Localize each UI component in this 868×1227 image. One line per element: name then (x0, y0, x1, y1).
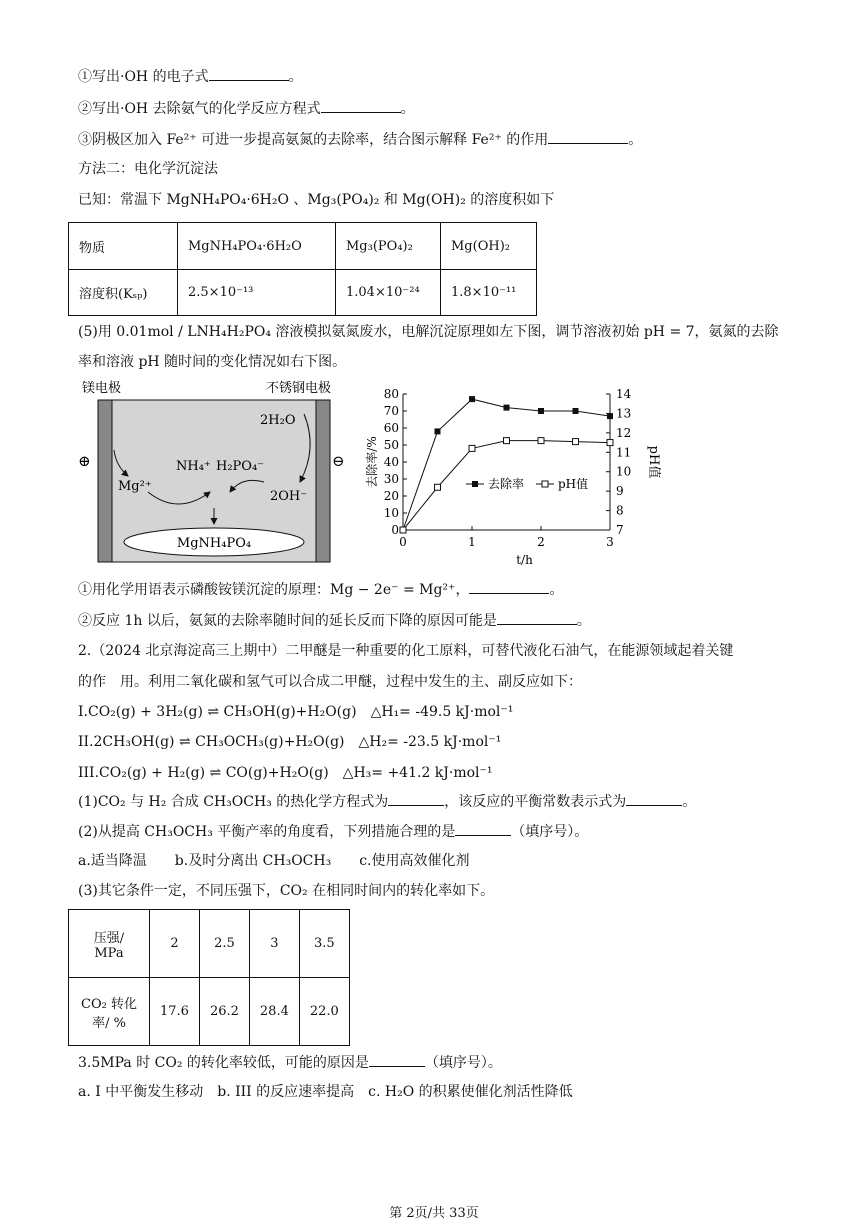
left-electrode-label: 镁电极 (82, 381, 122, 396)
ph-point (538, 438, 544, 444)
mg-ion-label: Mg²⁺ (118, 479, 152, 494)
y-tick-label: 60 (383, 421, 399, 435)
table-cell: Mg₃(PO₄)₂ (336, 223, 441, 270)
question-line: ①写出·OH 的电子式 。 (78, 66, 303, 87)
table-cell: 2 (150, 910, 200, 978)
table-cell: 17.6 (150, 978, 200, 1046)
nh4-label: NH₄⁺ (176, 459, 211, 474)
reaction-line: II.2CH₃OH(g) ⇌ CH₃OCH₃(g)+H₂O(g) △H₂= -23.5 kJ·mol⁻¹ (78, 734, 502, 750)
y-tick-label: 80 (383, 387, 399, 401)
y2-tick-label: 10 (616, 464, 632, 479)
table-cell: 溶度积(Kₛₚ) (69, 270, 178, 316)
y2-axis-title: pH值 (646, 445, 661, 479)
h2po4-label: H₂PO₄⁻ (216, 459, 265, 474)
page-footer: 第 2页/共 33页 (389, 1206, 479, 1221)
question-line: ②反应 1h 以后，氨氮的去除率随时间的延长反而下降的原因可能是 。 (78, 610, 591, 631)
ph-point (607, 440, 613, 446)
cathode-sign: ⊖ (332, 452, 345, 470)
y2-tick-label: 12 (616, 425, 632, 440)
table-cell: 物质 (69, 223, 178, 270)
reaction-line: III.CO₂(g) + H₂(g) ⇌ CO(g)+H₂O(g) △H₃= +41.2 kJ·mol⁻¹ (78, 765, 493, 781)
question-line: 率和溶液 pH 随时间的变化情况如右下图。 (78, 354, 347, 370)
question-line: 的作 用。利用二氧化碳和氢气可以合成二甲醚，过程中发生的主、副反应如下： (78, 674, 582, 690)
mg-electrode (98, 400, 112, 562)
y-tick-label: 50 (383, 438, 399, 452)
table-cell: 2.5×10⁻¹³ (178, 270, 336, 316)
table-cell: Mg(OH)₂ (441, 223, 537, 270)
y2-tick-label: 9 (616, 484, 624, 499)
table-cell: 压强/ (93, 930, 125, 946)
ph-point (400, 527, 406, 533)
x-tick-label: 3 (606, 535, 614, 549)
y-tick-label: 20 (383, 489, 399, 503)
ph-point (435, 484, 441, 490)
ph-point (469, 445, 475, 451)
y-tick-label: 0 (391, 523, 399, 537)
table-cell: MPa (94, 945, 124, 961)
y-axis-title: 去除率/% (365, 436, 379, 488)
ph-point (573, 439, 579, 445)
x-tick-label: 1 (468, 535, 476, 549)
table-cell: MgNH₄PO₄·6H₂O (178, 223, 336, 270)
right-electrode-label: 不锈钢电极 (266, 381, 332, 396)
removal-point (469, 396, 475, 402)
table-cell: 2.5 (199, 910, 249, 978)
table-cell: CO₂ 转化 (81, 996, 137, 1012)
reaction-line: I.CO₂(g) + 3H₂(g) ⇌ CH₃OH(g)+H₂O(g) △H₁= -49.5 kJ·mol⁻¹ (78, 704, 514, 720)
removal-point (573, 408, 579, 414)
y2-tick-label: 7 (616, 523, 624, 537)
ph-point (504, 438, 510, 444)
y-tick-label: 30 (383, 472, 399, 486)
product-label: MgNH₄PO₄ (176, 536, 252, 551)
h2o-label: 2H₂O (260, 413, 296, 428)
legend-removal-marker (472, 481, 478, 487)
table-cell: 率/ % (92, 1015, 126, 1031)
y2-tick-label: 14 (616, 387, 632, 401)
table-cell: 3 (249, 910, 299, 978)
legend-ph-label: pH值 (558, 477, 589, 491)
question-line: (3)其它条件一定，不同压强下，CO₂ 在相同时间内的转化率如下。 (78, 883, 495, 899)
anode-sign: ⊕ (78, 452, 91, 470)
question-line: 3.5MPa 时 CO₂ 的转化率较低，可能的原因是 （填序号）。 (78, 1052, 502, 1073)
x-tick-label: 2 (537, 535, 545, 549)
x-tick-label: 0 (399, 535, 407, 549)
ksp-table (68, 222, 537, 316)
steel-electrode (316, 400, 330, 562)
known-line: 已知：常温下 MgNH₄PO₄·6H₂O 、Mg₃(PO₄)₂ 和 Mg(OH)₂ 的溶度积如下 (78, 192, 555, 208)
table-cell: 28.4 (249, 978, 299, 1046)
table-cell: 22.0 (299, 978, 349, 1046)
question-line: (5)用 0.01mol / LNH₄H₂PO₄ 溶液模拟氨氮废水，电解沉淀原理如左下图，调节溶液初始 pH = 7，氨氮的去除 (78, 324, 779, 340)
table-cell: 26.2 (199, 978, 249, 1046)
removal-point (538, 408, 544, 414)
removal-point (504, 405, 510, 411)
conversion-table (68, 909, 350, 1046)
legend-removal-label: 去除率 (488, 477, 525, 491)
question-line: ②写出·OH 去除氨气的化学反应方程式 。 (78, 98, 415, 119)
question-line: ③阴极区加入 Fe²⁺ 可进一步提高氨氮的去除率，结合图示解释 Fe²⁺ 的作用 。 (78, 129, 642, 150)
question-line: 2.（2024 北京海淀高三上期中）二甲醚是一种重要的化工原料，可替代液化石油气，在能源领域起着关键 (78, 643, 734, 659)
y-tick-label: 10 (383, 506, 399, 520)
table-cell: 1.04×10⁻²⁴ (336, 270, 441, 316)
table-cell: 3.5 (299, 910, 349, 978)
y-tick-label: 70 (383, 404, 399, 418)
oh-label: 2OH⁻ (270, 489, 308, 504)
question-line: (2)从提高 CH₃OCH₃ 平衡产率的角度看，下列措施合理的是 （填序号）。 (78, 821, 588, 842)
y2-tick-label: 13 (616, 406, 632, 421)
question-line: (1)CO₂ 与 H₂ 合成 CH₃OCH₃ 的热化学方程式为 ，该反应的平衡常数表示式为 。 (78, 791, 696, 812)
options-line: a. I 中平衡发生移动 b. III 的反应速率提高 c. H₂O 的积累使催化剂活性降低 (78, 1084, 573, 1100)
y-tick-label: 40 (383, 455, 399, 469)
question-line: ①用化学用语表示磷酸铵镁沉淀的原理：Mg − 2e⁻ = Mg²⁺， 。 (78, 579, 563, 600)
removal-point (607, 413, 613, 419)
y2-tick-label: 8 (616, 503, 624, 518)
x-axis-title: t/h (516, 553, 533, 567)
method-heading: 方法二：电化学沉淀法 (78, 161, 218, 177)
electrolysis-diagram (74, 378, 364, 568)
removal-point (435, 428, 441, 434)
removal-ph-chart (358, 380, 688, 580)
legend-ph-marker (542, 481, 548, 487)
y2-tick-label: 11 (616, 445, 632, 460)
table-cell: 1.8×10⁻¹¹ (441, 270, 537, 316)
series-removal-line (403, 399, 610, 530)
options-line: a.适当降温 b.及时分离出 CH₃OCH₃ c.使用高效催化剂 (78, 853, 470, 869)
